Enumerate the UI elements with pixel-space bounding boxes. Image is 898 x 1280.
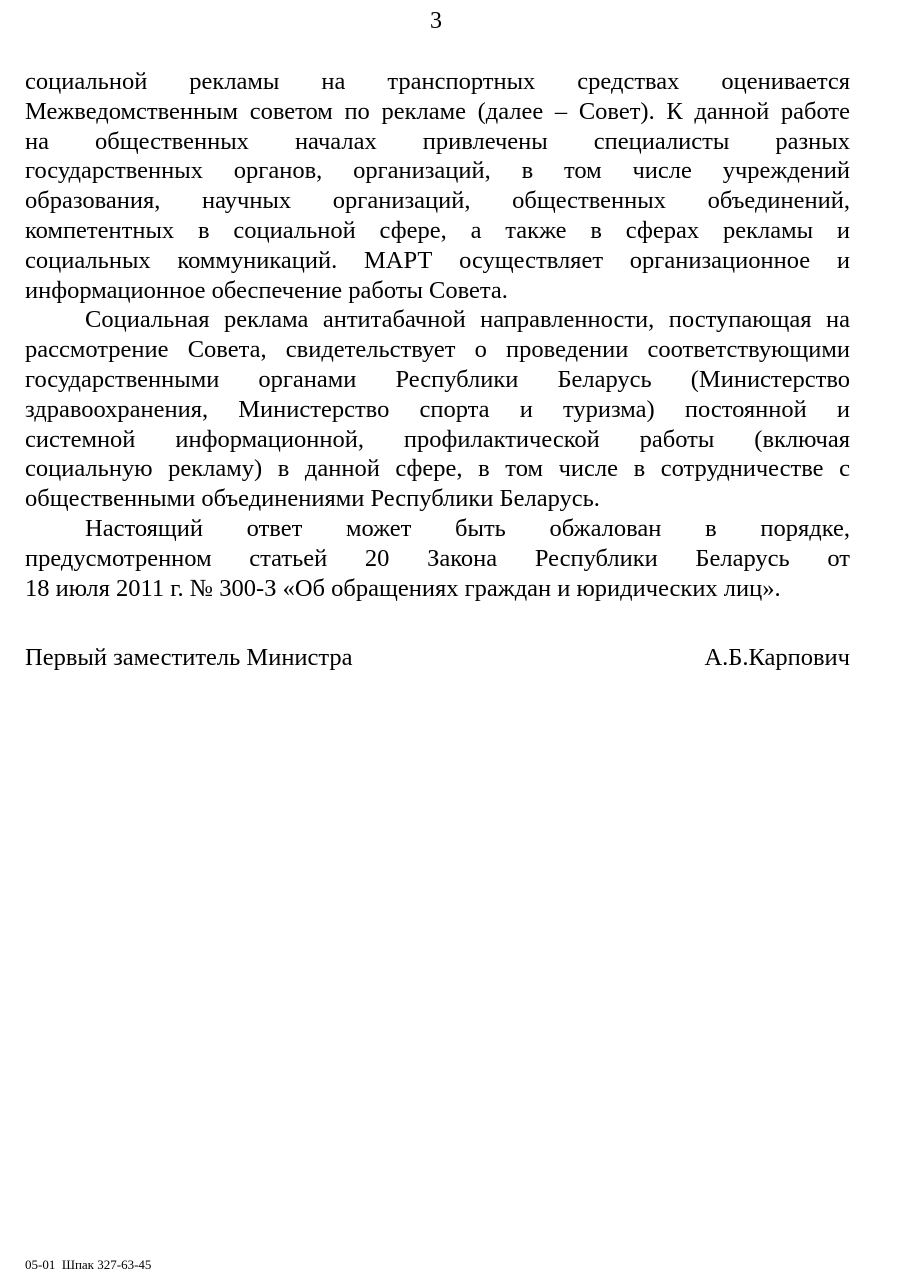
text-line: Настоящий ответ может быть обжалован в порядке,	[85, 514, 850, 542]
paragraph	[25, 514, 850, 603]
text-line: социальную рекламу) в данной сфере, в том числе в сотрудничестве с	[25, 455, 850, 483]
text-line: 18 июля 2011 г. № 300-З «Об обращениях граждан и юридических лиц».	[25, 574, 781, 602]
signatory-name: А.Б.Карпович	[704, 644, 850, 671]
text-line: Социальная реклама антитабачной направленности, поступающая на	[85, 306, 850, 334]
document-body	[25, 67, 850, 603]
signatory-position: Первый заместитель Министра	[25, 644, 353, 671]
text-line: информационное обеспечение работы Совета.	[25, 276, 508, 304]
footer-contact: 05-01 Шпак 327-63-45	[25, 1257, 152, 1272]
text-line: государственными органами Республики Беларусь (Министерство	[25, 365, 850, 393]
text-line: здравоохранения, Министерство спорта и туризма) постоянной и	[25, 395, 850, 423]
page-number: 3	[430, 8, 442, 34]
text-line: образования, научных организаций, общественных объединений,	[25, 187, 850, 215]
paragraph	[25, 305, 850, 514]
paragraph	[25, 67, 850, 305]
text-line: компетентных в социальной сфере, а также в сферах рекламы и	[25, 216, 850, 244]
text-line: Межведомственным советом по рекламе (далее – Совет). К данной работе	[25, 97, 850, 125]
text-line: социальных коммуникаций. МАРТ осуществляет организационное и	[25, 246, 850, 274]
text-line: на общественных началах привлечены специалисты разных	[25, 127, 850, 155]
signature-block	[25, 644, 850, 672]
text-line: общественными объединениями Республики Беларусь.	[25, 485, 600, 513]
text-line: предусмотренном статьей 20 Закона Республики Беларусь от	[25, 544, 850, 572]
text-line: рассмотрение Совета, свидетельствует о проведении соответствующими	[25, 336, 850, 364]
text-line: государственных органов, организаций, в том числе учреждений	[25, 157, 850, 185]
text-line: социальной рекламы на транспортных средствах оценивается	[25, 68, 850, 95]
text-line: системной информационной, профилактической работы (включая	[25, 425, 850, 453]
